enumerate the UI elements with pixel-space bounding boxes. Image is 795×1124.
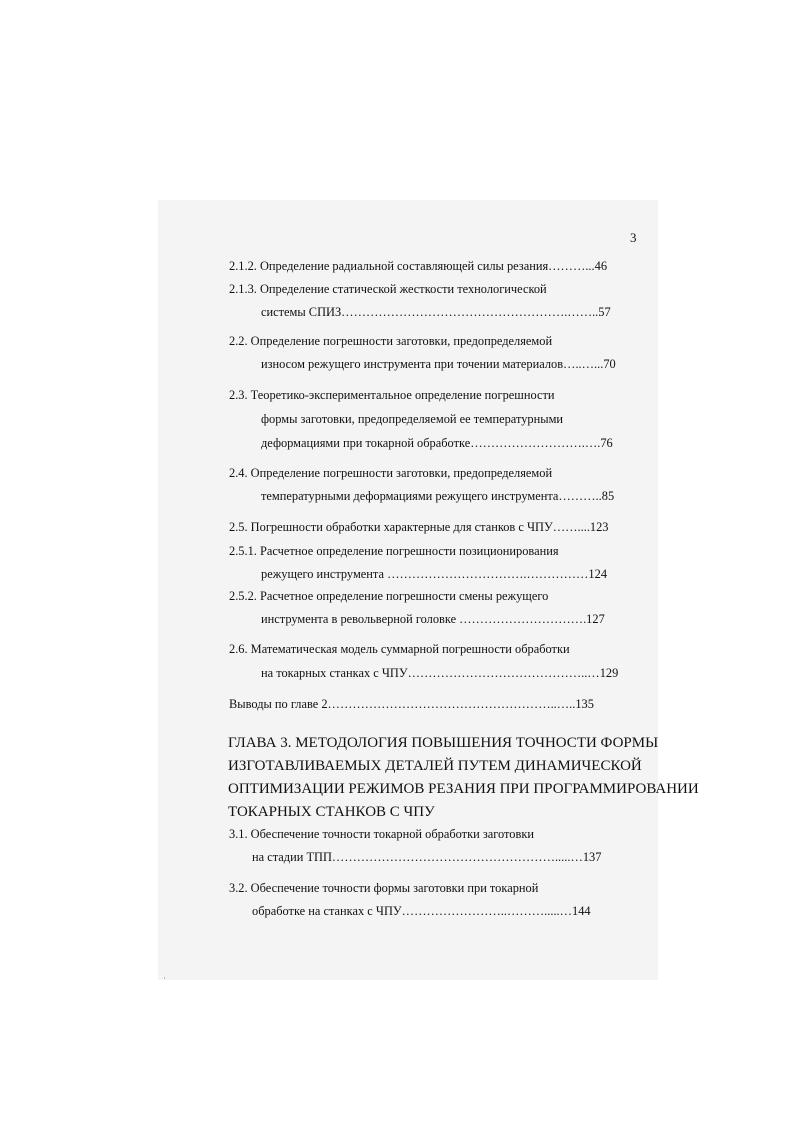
toc-entry-2-4-cont: температурными деформациями режущего инструмента………..85	[261, 489, 615, 503]
toc-entry-2-5: 2.5. Погрешности обработки характерные для станков с ЧПУ……....123	[229, 520, 609, 534]
toc-entry-2-5-1: 2.5.1. Расчетное определение погрешности позиционирования	[229, 544, 559, 558]
toc-entry-2-2-cont: износом режущего инструмента при точении материалов…..…...70	[261, 357, 616, 371]
toc-entry-2-5-2: 2.5.2. Расчетное определение погрешности смены режущего	[229, 589, 549, 603]
toc-entry-2-1-3: 2.1.3. Определение статической жесткости технологической	[229, 282, 547, 296]
toc-entry-2-6: 2.6. Математическая модель суммарной погрешности обработки	[229, 642, 570, 656]
toc-entry-2-3-cont2: деформациями при токарной обработке……………………….….76	[261, 436, 613, 450]
toc-entry-3-2: 3.2. Обеспечение точности формы заготовки при токарной	[229, 881, 539, 895]
toc-entry-2-6-cont: на токарных станках с ЧПУ……………………………………..…129	[261, 666, 619, 680]
scan-speck	[164, 977, 165, 979]
toc-entry-3-1-cont: на стадии ТПП……………………………………………….....…137	[252, 850, 602, 864]
toc-chapter-3-title-cont2: ОПТИМИЗАЦИИ РЕЖИМОВ РЕЗАНИЯ ПРИ ПРОГРАММИРОВАНИИ	[228, 781, 699, 797]
toc-entry-2-5-2-cont: инструмента в револьверной головке ………………………….127	[261, 612, 605, 626]
toc-entry-3-2-cont: обработке на станках с ЧПУ……………………..……….....…144	[252, 904, 591, 918]
toc-chapter-3-title-cont3: ТОКАРНЫХ СТАНКОВ С ЧПУ	[228, 804, 435, 820]
toc-entry-2-2: 2.2. Определение погрешности заготовки, предопределяемой	[229, 334, 553, 348]
toc-entry-2-3: 2.3. Теоретико-экспериментальное определение погрешности	[229, 388, 555, 402]
toc-entry-conclusions-2: Выводы по главе 2………………………………………………..…..135	[229, 697, 594, 711]
toc-chapter-3-title: ГЛАВА 3. МЕТОДОЛОГИЯ ПОВЫШЕНИЯ ТОЧНОСТИ ФОРМЫ	[228, 735, 659, 751]
toc-entry-2-1-3-cont: системы СПИЗ……………………………………………….……..57	[261, 305, 611, 319]
toc-entry-3-1: 3.1. Обеспечение точности токарной обработки заготовки	[229, 827, 534, 841]
toc-entry-2-4: 2.4. Определение погрешности заготовки, предопределяемой	[229, 466, 553, 480]
toc-entry-2-3-cont1: формы заготовки, предопределяемой ее температурными	[261, 412, 564, 426]
toc-entry-2-1-2: 2.1.2. Определение радиальной составляющей силы резания………...46	[229, 259, 608, 273]
toc-chapter-3-title-cont1: ИЗГОТАВЛИВАЕМЫХ ДЕТАЛЕЙ ПУТЕМ ДИНАМИЧЕСКОЙ	[228, 758, 642, 774]
page-number: 3	[630, 230, 637, 245]
toc-entry-2-5-1-cont: режущего инструмента …………………………….……………124	[261, 567, 608, 581]
